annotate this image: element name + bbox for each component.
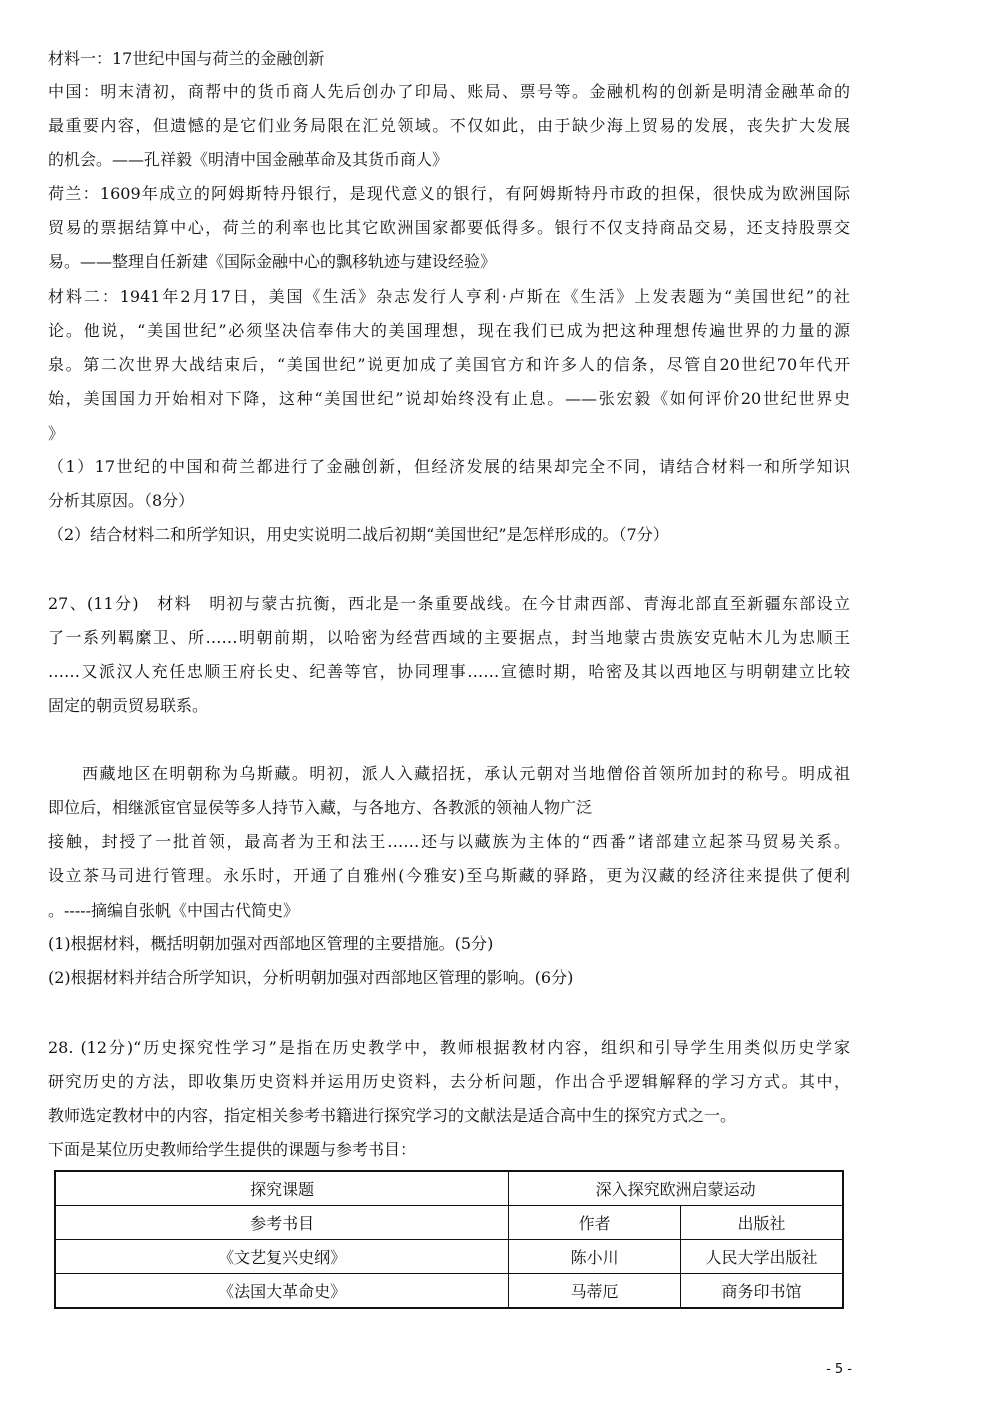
table-cell: 《法国大革命史》 <box>55 1274 509 1309</box>
page-number: - 5 - <box>826 1362 852 1377</box>
table-cell: 商务印书馆 <box>680 1274 843 1309</box>
text-line: 贸易的票据结算中心，荷兰的利率也比其它欧洲国家都要低得多。银行不仅支持商品交易，还支持股票交 <box>48 218 850 237</box>
text-line: 论。他说，“美国世纪”必须坚决信奉伟大的美国理想，现在我们已成为把这种理想传遍世界的力量的源 <box>48 321 850 340</box>
table-cell: 人民大学出版社 <box>680 1240 843 1274</box>
text-line: 教师选定教材中的内容，指定相关参考书籍进行探究学习的文献法是适合高中生的探究方式之一。 <box>48 1106 737 1125</box>
table-cell: 陈小川 <box>509 1240 681 1274</box>
text-line: 接触，封授了一批首领，最高者为王和法王……还与以藏族为主体的“西番”诸部建立起茶马贸易关系。 <box>48 832 850 851</box>
text-line: ……又派汉人充任忠顺王府长史、纪善等官，协同理事……宣德时期，哈密及其以西地区与明朝建立比较 <box>48 662 850 681</box>
text-line: 材料二：1941年2月17日，美国《生活》杂志发行人亨利·卢斯在《生活》上发表题为“美国世纪”的社 <box>48 287 850 306</box>
text-line: 28. (12分)“历史探究性学习”是指在历史教学中，教师根据教材内容，组织和引导学生用类似历史学家 <box>48 1038 850 1057</box>
question-line: (2)根据材料并结合所学知识，分析明朝加强对西部地区管理的影响。(6分) <box>48 968 574 987</box>
text-line: 易。——整理自任新建《国际金融中心的飘移轨迹与建设经验》 <box>48 252 497 271</box>
topic-value-cell: 深入探究欧洲启蒙运动 <box>509 1171 843 1206</box>
header-cell: 作者 <box>509 1206 681 1240</box>
text-line: 西藏地区在明朝称为乌斯藏。明初，派人入藏招抚，承认元朝对当地僧俗首领所加封的称号。明成祖 <box>82 764 850 783</box>
table-cell: 《文艺复兴史纲》 <box>55 1240 509 1274</box>
text-line: 设立茶马司进行管理。永乐时，开通了自雅州(今雅安)至乌斯藏的驿路，更为汉藏的经济往来提供了便利 <box>48 866 850 885</box>
text-line: 荷兰：1609年成立的阿姆斯特丹银行，是现代意义的银行，有阿姆斯特丹市政的担保，很快成为欧洲国际 <box>48 184 850 203</box>
text-line: 27、(11分) 材料 明初与蒙古抗衡，西北是一条重要战线。在今甘肃西部、青海北部直至新疆东部设立 <box>48 594 850 613</box>
question-line: （2）结合材料二和所学知识，用史实说明二战后初期“美国世纪”是怎样形成的。（7分） <box>48 525 669 544</box>
text-line: 了一系列羁縻卫、所……明朝前期，以哈密为经营西域的主要据点，封当地蒙古贵族安克帖木儿为忠顺王 <box>48 628 850 647</box>
material1-title: 材料一：17世纪中国与荷兰的金融创新 <box>48 49 325 68</box>
reference-table <box>54 1170 844 1309</box>
topic-label-cell: 探究课题 <box>55 1171 509 1206</box>
text-line: 。-----摘编自张帆《中国古代简史》 <box>48 901 300 920</box>
text-line: 始，美国国力开始相对下降，这种“美国世纪”说却始终没有止息。——张宏毅《如何评价20世纪世界史 <box>48 389 850 408</box>
text-line: 即位后，相继派宦官显侯等多人持节入藏，与各地方、各教派的领袖人物广泛 <box>48 798 593 817</box>
table-row <box>55 1171 843 1206</box>
text-line: 》 <box>48 424 65 443</box>
text-line: 研究历史的方法，即收集历史资料并运用历史资料，去分析问题，作出合乎逻辑解释的学习方式。其中， <box>48 1072 850 1091</box>
text-line: 下面是某位历史教师给学生提供的课题与参考书目： <box>48 1140 417 1159</box>
question-line: (1)根据材料，概括明朝加强对西部地区管理的主要措施。(5分) <box>48 934 494 953</box>
text-line: 固定的朝贡贸易联系。 <box>48 696 209 715</box>
text-line: 的机会。——孔祥毅《明清中国金融革命及其货币商人》 <box>48 150 449 169</box>
question-line: （1）17世纪的中国和荷兰都进行了金融创新，但经济发展的结果却完全不同，请结合材料一和所学知识 <box>48 457 850 476</box>
table-cell: 马蒂厄 <box>509 1274 681 1309</box>
table-row <box>55 1240 843 1274</box>
header-cell: 参考书目 <box>55 1206 509 1240</box>
text-line: 最重要内容，但遗憾的是它们业务局限在汇兑领域。不仅如此，由于缺少海上贸易的发展，丧失扩大发展 <box>48 116 850 135</box>
table-row <box>55 1274 843 1309</box>
text-line: 泉。第二次世界大战结束后，“美国世纪”说更加成了美国官方和许多人的信条，尽管自20世纪70年代开 <box>48 355 850 374</box>
table-header-row <box>55 1206 843 1240</box>
question-line: 分析其原因。（8分） <box>48 491 195 510</box>
header-cell: 出版社 <box>680 1206 843 1240</box>
text-line: 中国：明末清初，商帮中的货币商人先后创办了印局、账局、票号等。金融机构的创新是明清金融革命的 <box>48 82 850 101</box>
